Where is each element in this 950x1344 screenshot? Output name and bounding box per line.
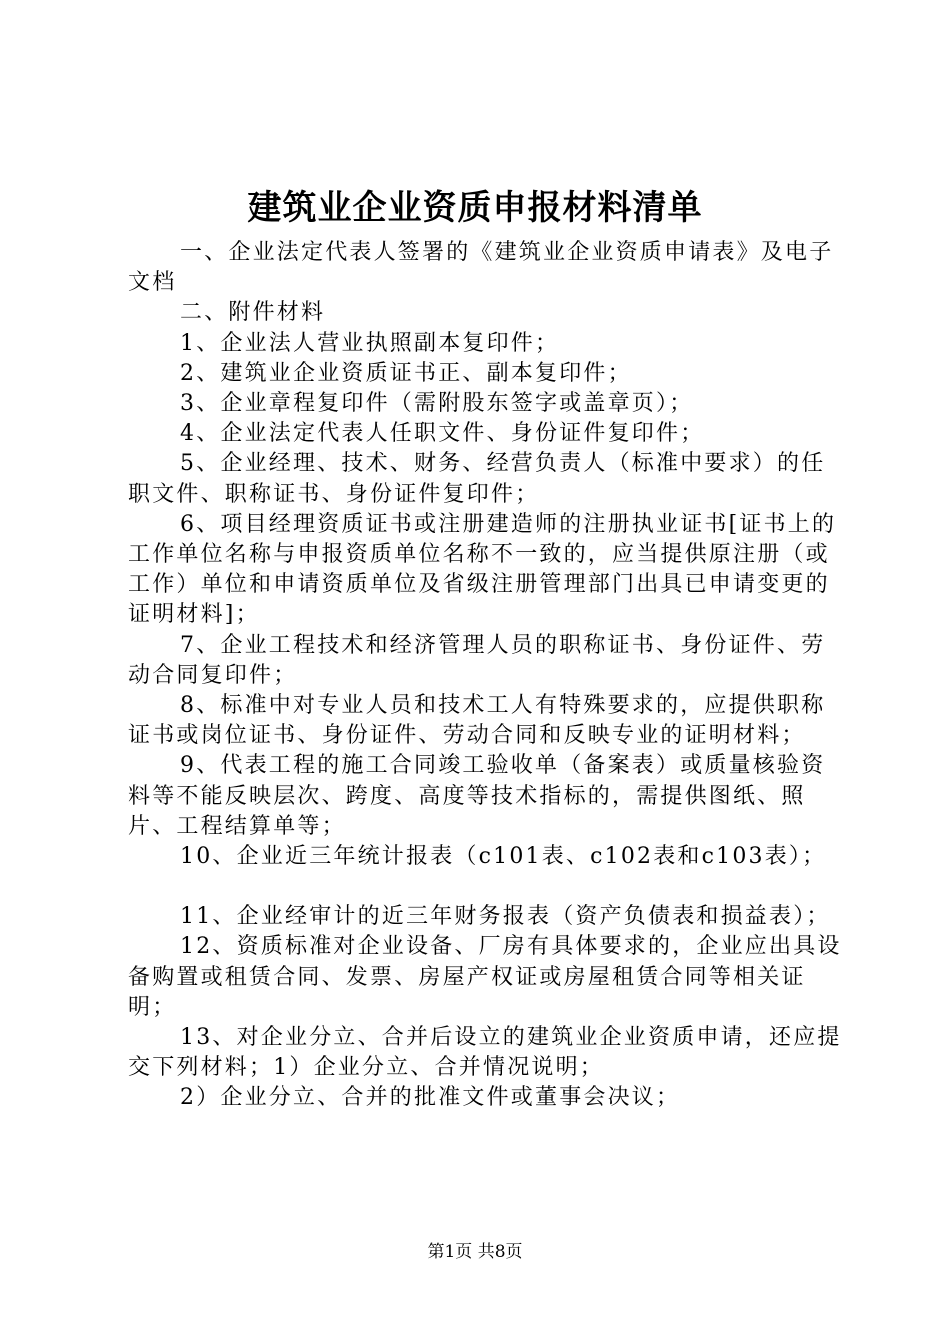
list-item-5: 5、企业经理、技术、财务、经营负责人（标准中要求）的任职文件、职称证书、身份证件复印件； — [128, 451, 826, 507]
list-item-4: 4、企业法定代表人任职文件、身份证件复印件； — [180, 421, 705, 447]
document-title: 建筑业企业资质申报材料清单 — [247, 188, 703, 228]
paragraph-1: 一、企业法定代表人签署的《建筑业企业资质申请表》及电子文档 — [128, 240, 834, 296]
document-body — [128, 238, 848, 1114]
list-item-1: 1、企业法人营业执照副本复印件； — [180, 330, 560, 356]
list-item-10: 10、企业近三年统计报表（c101表、c102表和c103表）； — [180, 844, 827, 870]
list-item-13: 13、对企业分立、合并后设立的建筑业企业资质申请，还应提交下列材料；1）企业分立、合并情况说明； — [128, 1025, 842, 1081]
list-item-11: 11、企业经审计的近三年财务报表（资产负债表和损益表）； — [180, 904, 831, 930]
list-item-7: 7、企业工程技术和经济管理人员的职称证书、身份证件、劳动合同复印件； — [128, 632, 826, 688]
list-item-2: 2、建筑业企业资质证书正、副本复印件； — [180, 360, 632, 386]
paragraph-2: 二、附件材料 — [180, 300, 326, 326]
page-number: 第1页 共8页 — [427, 1242, 523, 1262]
list-subitem-2: 2）企业分立、合并的批准文件或董事会决议； — [180, 1085, 681, 1111]
list-item-12: 12、资质标准对企业设备、厂房有具体要求的，企业应出具设备购置或租赁合同、发票、房屋产权证或房屋租赁合同等相关证明； — [128, 934, 842, 1020]
list-item-3: 3、企业章程复印件（需附股东签字或盖章页）； — [180, 391, 694, 417]
list-item-9: 9、代表工程的施工合同竣工验收单（备案表）或质量核验资料等不能反映层次、跨度、高度等技术指标的，需提供图纸、照片、工程结算单等； — [128, 753, 826, 839]
list-item-6: 6、项目经理资质证书或注册建造师的注册执业证书[证书上的工作单位名称与申报资质单位名称不一致的，应当提供原注册（或工作）单位和申请资质单位及省级注册管理部门出具已申请变更的证明材料]； — [128, 511, 837, 628]
list-item-8: 8、标准中对专业人员和技术工人有特殊要求的，应提供职称证书或岗位证书、身份证件、劳动合同和反映专业的证明材料； — [128, 693, 826, 749]
